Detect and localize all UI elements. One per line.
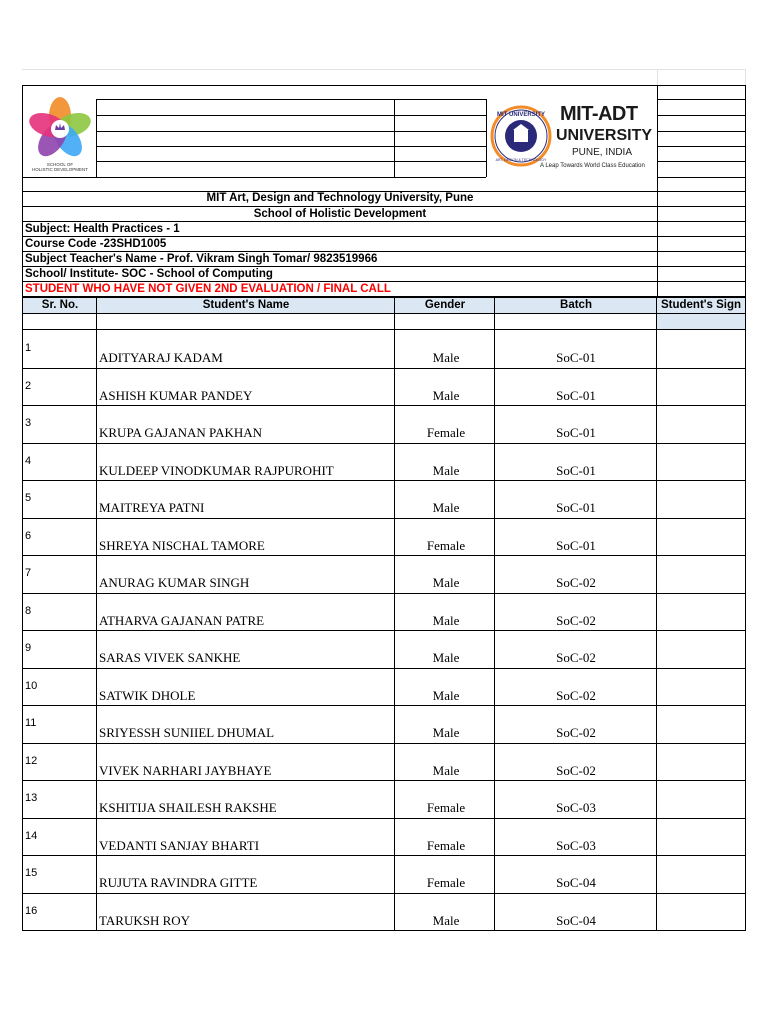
student-name-cell: ANURAG KUMAR SINGH [99,575,250,590]
student-name-cell: MAITREYA PATNI [99,500,205,515]
gender-cell: Male [432,463,460,478]
student-name-cell: KSHITIJA SHAILESH RAKSHE [99,800,277,815]
gender-cell: Male [432,650,460,665]
student-name-cell: ASHISH KUMAR PANDEY [99,388,253,403]
subject-row [22,222,746,237]
mit-tagline: A Leap Towards World Class Education [540,163,645,169]
gender-cell: Male [432,500,460,515]
sr-no-cell: 7 [25,567,32,579]
university-title: MIT Art, Design and Technology University, Pune [206,192,474,204]
sr-no-cell: 13 [25,792,38,804]
final-call-notice: STUDENT WHO HAVE NOT GIVEN 2ND EVALUATION / FINAL CALL [25,283,391,295]
gender-cell: Male [432,350,460,365]
sr-no-cell: 15 [25,867,38,879]
table-row [22,855,746,894]
mit-subtitle: UNIVERSITY [556,127,653,144]
school-title: School of Holistic Development [253,208,427,220]
sr-no-cell: 11 [25,717,37,729]
batch-cell: SoC-02 [556,725,596,740]
sr-no-cell: 3 [25,417,32,429]
batch-cell: SoC-01 [556,350,596,365]
batch-cell: SoC-02 [556,613,596,628]
student-name-cell: VIVEK NARHARI JAYBHAYE [99,763,272,778]
gender-cell: Female [426,875,466,890]
gender-cell: Male [432,613,460,628]
student-name-cell: KULDEEP VINODKUMAR RAJPUROHIT [99,463,334,478]
sr-no-cell: 1 [25,342,32,354]
batch-cell: SoC-01 [556,500,596,515]
batch-cell: SoC-02 [556,575,596,590]
col-batch: Batch [560,299,592,311]
sr-no-cell: 8 [25,605,32,617]
batch-cell: SoC-02 [556,688,596,703]
table-row [22,405,746,444]
student-name-cell: SATWIK DHOLE [99,688,196,703]
batch-cell: SoC-01 [556,463,596,478]
col-gender: Gender [424,299,466,311]
sheet-top-gridline [22,69,746,86]
col-students-sign: Student's Sign [660,299,742,311]
shd-caption: SCHOOL OF HOLISTIC DEVELOPMENT [31,162,88,172]
mit-ring-text: MIT UNIVERSITY [496,112,546,118]
sr-no-cell: 14 [25,830,38,842]
sr-no-cell: 5 [25,492,32,504]
institute-label: School/ Institute- SOC - School of Computing [25,268,273,280]
mit-place: PUNE, INDIA [572,147,633,158]
gender-cell: Female [426,800,466,815]
student-name-cell: ADITYARAJ KADAM [99,350,223,365]
batch-cell: SoC-03 [556,800,596,815]
table-row [22,555,746,594]
table-row [22,743,746,781]
batch-cell: SoC-01 [556,388,596,403]
student-name-cell: KRUPA GAJANAN PAKHAN [99,425,263,440]
student-name-cell: SRIYESSH SUNIIEL DHUMAL [99,725,275,740]
sr-no-cell: 12 [25,755,38,767]
shd-flower-icon [26,97,94,159]
batch-cell: SoC-03 [556,838,596,853]
batch-cell: SoC-01 [556,425,596,440]
table-header [22,297,746,314]
school-row [22,207,746,222]
student-name-cell: ATHARVA GAJANAN PATRE [99,613,265,628]
student-name-cell: TARUKSH ROY [99,913,191,928]
gender-cell: Female [426,838,466,853]
gender-cell: Female [426,425,466,440]
teacher-row [22,252,746,267]
table-row [22,593,746,631]
table-row [22,705,746,744]
student-name-cell: SHREYA NISCHAL TAMORE [99,538,265,553]
sr-no-cell: 10 [25,680,38,692]
gender-cell: Male [432,725,460,740]
subject-label: Subject: Health Practices - 1 [25,223,180,235]
student-name-cell: RUJUTA RAVINDRA GITTE [99,875,258,890]
student-name-cell: VEDANTI SANJAY BHARTI [99,838,260,853]
gender-cell: Male [432,575,460,590]
table-row [22,818,746,856]
institute-row [22,267,746,282]
col-sr-no: Sr. No. [41,299,79,311]
table-row [22,630,746,669]
notice-row [22,282,746,297]
batch-cell: SoC-01 [556,538,596,553]
student-name-cell: SARAS VIVEK SANKHE [99,650,241,665]
table-row [22,780,746,819]
sr-no-cell: 16 [25,905,38,917]
mit-university-seal-icon [490,105,552,167]
logo-header-block [22,85,746,191]
batch-cell: SoC-02 [556,763,596,778]
mit-adt-logo [488,101,656,175]
gender-cell: Female [426,538,466,553]
sr-no-cell: 6 [25,530,32,542]
university-row [22,191,746,207]
table-blank-row [22,314,746,330]
table-row [22,330,746,369]
table-row [22,668,746,706]
course-code-row [22,237,746,252]
sr-no-cell: 2 [25,380,32,392]
table-row [22,518,746,556]
table-row [22,368,746,406]
shd-logo [26,97,94,177]
teacher-label: Subject Teacher's Name - Prof. Vikram Singh Tomar/ 9823519966 [25,253,378,265]
col-student-name: Student's Name [202,299,290,311]
table-row [22,443,746,481]
gender-cell: Male [432,688,460,703]
gender-cell: Male [432,388,460,403]
gender-cell: Male [432,763,460,778]
sr-no-cell: 9 [25,642,32,654]
batch-cell: SoC-04 [556,913,596,928]
sr-no-cell: 4 [25,455,32,467]
table-row [22,480,746,519]
mit-ring-bottom-text: ART, DESIGN & TECHNOLOGY [495,158,547,162]
table-row [22,893,746,931]
course-code-label: Course Code -23SHD1005 [25,238,167,250]
batch-cell: SoC-02 [556,650,596,665]
mit-title: MIT-ADT [560,103,638,125]
batch-cell: SoC-04 [556,875,596,890]
gender-cell: Male [432,913,460,928]
